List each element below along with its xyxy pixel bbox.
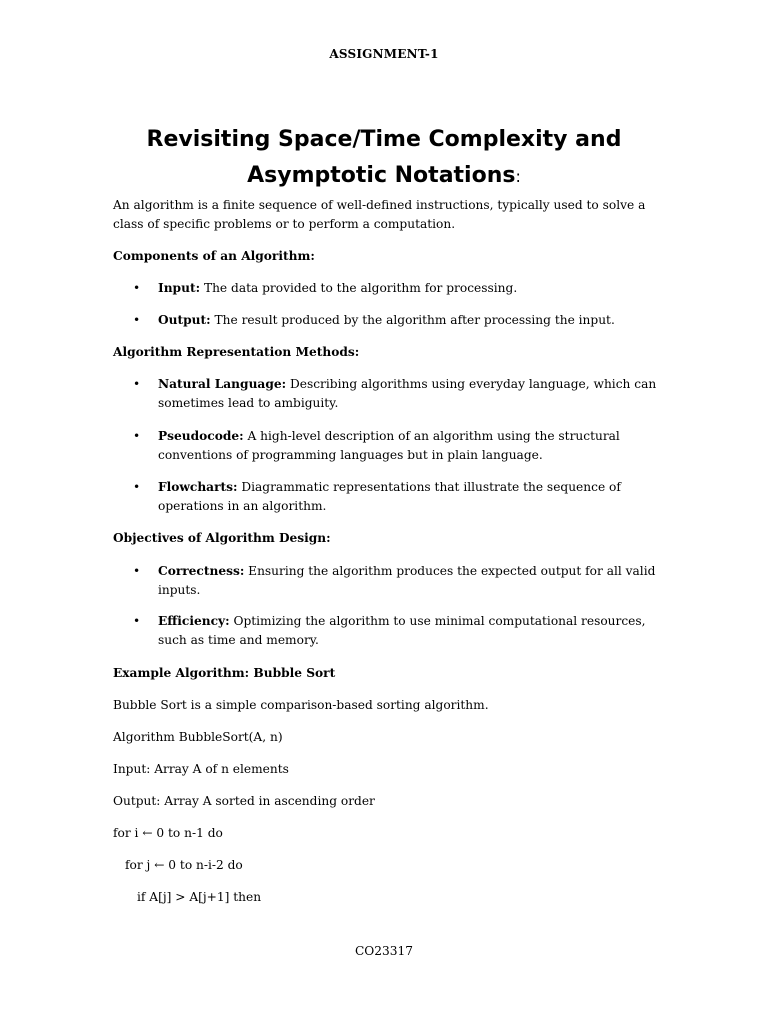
- item-term: Correctness:: [158, 564, 245, 578]
- item-text: A high-level description of an algorithm using the structural conventions of programming languages but in plain language.: [158, 429, 620, 462]
- code-line: Input: Array A of n elements: [113, 762, 289, 776]
- code-line: Output: Array A sorted in ascending order: [113, 794, 375, 808]
- bullet-icon: •: [133, 313, 141, 327]
- item-text: Ensuring the algorithm produces the expected output for all valid inputs.: [158, 564, 656, 597]
- components-heading: Components of an Algorithm:: [113, 249, 315, 263]
- representation-heading: Algorithm Representation Methods:: [113, 345, 360, 359]
- item-text: Optimizing the algorithm to use minimal computational resources, such as time and memory.: [158, 614, 646, 647]
- item-term: Output:: [158, 313, 211, 327]
- item-term: Efficiency:: [158, 614, 230, 628]
- item-term: Input:: [158, 281, 201, 295]
- item-text: Diagrammatic representations that illustrate the sequence of operations in an algorithm.: [158, 480, 621, 513]
- item-term: Flowcharts:: [158, 480, 238, 494]
- intro-paragraph: An algorithm is a finite sequence of well-defined instructions, typically used to solve a class of specific problems or to perform a computation.: [113, 198, 646, 231]
- bullet-icon: •: [133, 614, 141, 628]
- item-text: The data provided to the algorithm for processing.: [200, 281, 518, 295]
- bullet-icon: •: [133, 429, 141, 443]
- page-title: [100, 122, 668, 195]
- item-term: Pseudocode:: [158, 429, 244, 443]
- bullet-icon: •: [133, 377, 141, 391]
- bullet-icon: •: [133, 480, 141, 494]
- code-line: for i ← 0 to n-1 do: [113, 826, 223, 840]
- objectives-heading: Objectives of Algorithm Design:: [113, 531, 331, 545]
- assignment-header: ASSIGNMENT-1: [329, 47, 439, 61]
- bullet-icon: •: [133, 564, 141, 578]
- code-line: if A[j] > A[j+1] then: [137, 890, 262, 904]
- title-text: Revisiting Space/Time Complexity and Asymptotic Notations: [146, 127, 622, 188]
- item-term: Natural Language:: [158, 377, 287, 391]
- page-footer: CO23317: [354, 944, 414, 958]
- code-line: for j ← 0 to n-i-2 do: [125, 858, 243, 872]
- example-description: Bubble Sort is a simple comparison-based sorting algorithm.: [113, 698, 489, 712]
- item-text: The result produced by the algorithm after processing the input.: [210, 313, 615, 327]
- item-text: Describing algorithms using everyday language, which can sometimes lead to ambiguity.: [158, 377, 657, 410]
- bullet-icon: •: [133, 281, 141, 295]
- code-line: Algorithm BubbleSort(A, n): [113, 730, 283, 744]
- example-heading: Example Algorithm: Bubble Sort: [113, 666, 336, 680]
- title-colon: :: [515, 167, 521, 186]
